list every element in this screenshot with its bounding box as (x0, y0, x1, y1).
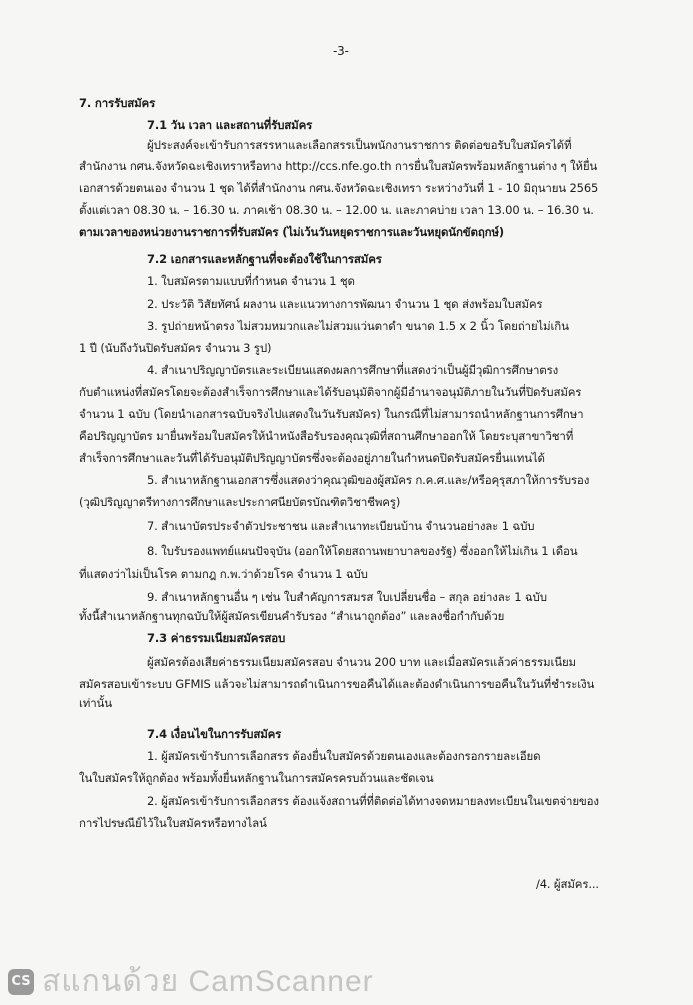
continued-note: /4. ผู้สมัคร... (536, 877, 599, 891)
requirement-item-4-cont-3: คือปริญญาบัตร มายื่นพร้อมใบสมัครให้นำหนังสือรับรองคุณวุฒิที่สถานศึกษาออกให้ โดยระบุสาขาวิชาที่ (79, 429, 574, 443)
section-7-2-title: 7.2 เอกสารและหลักฐานที่จะต้องใช้ในการสมัคร (147, 252, 382, 266)
camscanner-logo-icon: CS (8, 969, 34, 995)
requirement-item-2: 2. ประวัติ วิสัยทัศน์ ผลงาน และแนวทางการพัฒนา จำนวน 1 ชุด ส่งพร้อมใบสมัคร (147, 297, 543, 311)
section-7-1-line-4: ตั้งแต่เวลา 08.30 น. – 16.30 น. ภาคเช้า 08.30 น. – 12.00 น. และภาคบ่าย เวลา 13.00 น. – 16.30 น. (79, 203, 594, 217)
requirement-item-3: 3. รูปถ่ายหน้าตรง ไม่สวมหมวกและไม่สวมแว่นตาดำ ขนาด 1.5 x 2 นิ้ว โดยถ่ายไม่เกิน (147, 319, 569, 333)
requirement-item-4-cont-2: จำนวน 1 ฉบับ (โดยนำเอกสารฉบับจริงไปแสดงในวันรับสมัคร) ในกรณีที่ไม่สามารถนำหลักฐานการศึกษา (79, 407, 584, 421)
section-7-heading: 7. การรับสมัคร (79, 96, 156, 110)
requirement-item-8: 8. ใบรับรองแพทย์แผนปัจจุบัน (ออกให้โดยสถานพยาบาลของรัฐ) ซึ่งออกให้ไม่เกิน 1 เดือน (147, 544, 578, 558)
requirement-item-7: 7. สำเนาบัตรประจำตัวประชาชน และสำเนาทะเบียนบ้าน จำนวนอย่างละ 1 ฉบับ (147, 519, 535, 533)
requirement-item-4: 4. สำเนาปริญญาบัตรและระเบียนแสดงผลการศึกษาที่แสดงว่าเป็นผู้มีวุฒิการศึกษาตรง (147, 363, 559, 377)
condition-item-1-cont: ในใบสมัครให้ถูกต้อง พร้อมทั้งยื่นหลักฐานในการสมัครครบถ้วนและชัดเจน (79, 771, 434, 785)
section-7-3-line-3: เท่านั้น (79, 696, 112, 710)
requirement-item-5: 5. สำเนาหลักฐานเอกสารซึ่งแสดงว่าคุณวุฒิของผู้สมัคร ก.ค.ศ.และ/หรือคุรุสภาให้การรับรอง (147, 473, 590, 487)
requirement-item-9: 9. สำเนาหลักฐานอื่น ๆ เช่น ใบสำคัญการสมรส ใบเปลี่ยนชื่อ – สกุล อย่างละ 1 ฉบับ (147, 590, 547, 604)
section-7-3-title: 7.3 ค่าธรรมเนียมสมัครสอบ (147, 631, 286, 645)
section-7-1-line-2: สำนักงาน กศน.จังหวัดฉะเชิงเทราหรือทาง http://ccs.nfe.go.th การยื่นใบสมัครพร้อมหลักฐานต่าง ๆ ให้ยื่น (79, 159, 598, 173)
section-7-4-title: 7.4 เงื่อนไขในการรับสมัคร (147, 727, 282, 741)
requirement-item-1: 1. ใบสมัครตามแบบที่กำหนด จำนวน 1 ชุด (147, 274, 355, 288)
requirement-item-4-cont-4: สำเร็จการศึกษาและวันที่ได้รับอนุมัติปริญญาบัตรซึ่งจะต้องอยู่ภายในกำหนดปิดรับสมัครยื่นแทนได้ (79, 451, 545, 465)
page-number: -3- (333, 44, 349, 58)
condition-item-1: 1. ผู้สมัครเข้ารับการเลือกสรร ต้องยื่นใบสมัครด้วยตนเองและต้องกรอกรายละเอียด (147, 749, 541, 763)
condition-item-2-cont: การไปรษณีย์ไว้ในใบสมัครหรือทางไลน์ (79, 816, 267, 830)
watermark-text: สแกนด้วย CamScanner (42, 965, 374, 998)
section-7-1-line-3: เอกสารด้วยตนเอง จำนวน 1 ชุด ได้ที่สำนักงาน กศน.จังหวัดฉะเชิงเทรา ระหว่างวันที่ 1 - 10 มิถุนายน 2565 (79, 181, 599, 195)
condition-item-2: 2. ผู้สมัครเข้ารับการเลือกสรร ต้องแจ้งสถานที่ที่ติดต่อได้ทางจดหมายลงทะเบียนในเขตจ่ายของ (147, 794, 599, 808)
requirement-item-3-cont: 1 ปี (นับถึงวันปิดรับสมัคร จำนวน 3 รูป) (79, 341, 272, 355)
section-7-1-line-5: ตามเวลาของหน่วยงานราชการที่รับสมัคร (ไม่เว้นวันหยุดราชการและวันหยุดนักขัตฤกษ์) (79, 225, 504, 239)
camscanner-watermark (8, 958, 374, 1005)
requirement-item-4-cont-1: กับตำแหน่งที่สมัครโดยจะต้องสำเร็จการศึกษาและได้รับอนุมัติจากผู้มีอำนาจอนุมัติภายในวันที่ปิดรับสมัคร (79, 385, 582, 399)
section-7-3-line-2: สมัครสอบเข้าระบบ GFMIS แล้วจะไม่สามารถดำเนินการขอคืนได้และต้องดำเนินการขอคืนในวันที่ชำระเงิน (79, 677, 595, 691)
requirement-item-5-cont: (วุฒิปริญญาตรีทางการศึกษาและประกาศนียบัตรบัณฑิตวิชาชีพครู) (79, 495, 401, 509)
section-7-3-line-1: ผู้สมัครต้องเสียค่าธรรมเนียมสมัครสอบ จำนวน 200 บาท และเมื่อสมัครแล้วค่าธรรมเนียม (147, 655, 576, 669)
section-7-1-line-1: ผู้ประสงค์จะเข้ารับการสรรหาและเลือกสรรเป็นพนักงานราชการ ติดต่อขอรับใบสมัครได้ที่ (147, 138, 572, 152)
section-7-1-title: 7.1 วัน เวลา และสถานที่รับสมัคร (147, 118, 313, 132)
requirement-item-8-cont: ที่แสดงว่าไม่เป็นโรค ตามกฎ ก.พ.ว่าด้วยโรค จำนวน 1 ฉบับ (79, 567, 368, 581)
requirement-item-9-cont: ทั้งนี้สำเนาหลักฐานทุกฉบับให้ผู้สมัครเขียนคำรับรอง “สำเนาถูกต้อง” และลงชื่อกำกับด้วย (79, 609, 505, 623)
